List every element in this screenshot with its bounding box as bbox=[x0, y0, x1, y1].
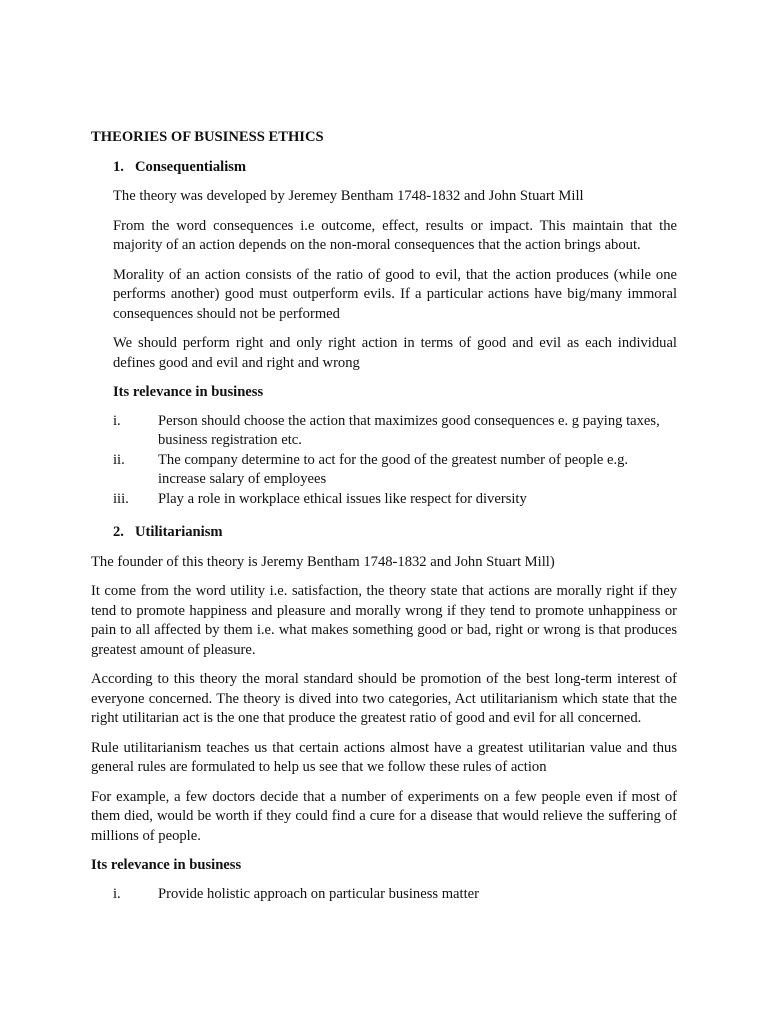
document-title: THEORIES OF BUSINESS ETHICS bbox=[91, 129, 324, 145]
section-2-relevance-heading: Its relevance in business bbox=[91, 857, 242, 873]
list-item-text: The company determine to act for the good of the greatest number of people e.g. increase salary of employees bbox=[158, 451, 629, 487]
section-2-relevance-list bbox=[113, 885, 677, 905]
section-1-paragraph: The theory was developed by Jeremey Bentham 1748-1832 and John Stuart Mill bbox=[113, 188, 584, 204]
list-marker: i. bbox=[113, 412, 121, 429]
list-item-text: Person should choose the action that maximizes good consequences e. g paying taxes, business registration etc. bbox=[158, 412, 660, 448]
list-item bbox=[113, 885, 677, 905]
section-2-heading bbox=[113, 523, 677, 543]
list-item-text: Provide holistic approach on particular business matter bbox=[158, 885, 479, 902]
list-marker: i. bbox=[113, 885, 121, 902]
section-1-number: 1. bbox=[113, 158, 124, 175]
section-1-relevance-list bbox=[113, 412, 677, 510]
section-2-number: 2. bbox=[113, 524, 124, 540]
list-marker: iii. bbox=[113, 490, 129, 507]
document-page bbox=[91, 128, 677, 914]
section-2-paragraph: The founder of this theory is Jeremy Bentham 1748-1832 and John Stuart Mill) bbox=[91, 553, 555, 570]
section-2-title: Utilitarianism bbox=[135, 524, 223, 540]
list-item bbox=[113, 490, 677, 510]
list-item bbox=[113, 412, 677, 451]
section-2-paragraph: According to this theory the moral standard should be promotion of the best long-term interest of everyone concerned. The theory is dived into two categories, Act utilitarianism which state that the right utilitarian act is the one that produce the greatest ratio of good and evil for all concerned. bbox=[91, 671, 677, 726]
section-1-paragraph: From the word consequences i.e outcome, effect, results or impact. This maintain that the majority of an action depends on the non-moral consequences that the action brings about. bbox=[113, 217, 677, 253]
section-2-paragraph: Rule utilitarianism teaches us that certain actions almost have a greatest utilitarian value and thus general rules are formulated to help us see that we follow these rules of action bbox=[91, 739, 677, 775]
section-2-paragraph: It come from the word utility i.e. satisfaction, the theory state that actions are morally right if they tend to promote happiness and pleasure and morally wrong if they tend to promote unhappiness or pain to all affected by them i.e. what makes something good or bad, right or wrong is that produces greatest amount of pleasure. bbox=[91, 583, 677, 658]
section-1-paragraph: We should perform right and only right action in terms of good and evil as each individual defines good and evil and right and wrong bbox=[113, 335, 677, 371]
list-item bbox=[113, 451, 677, 490]
list-item-text: Play a role in workplace ethical issues like respect for diversity bbox=[158, 490, 527, 507]
section-1-relevance-heading: Its relevance in business bbox=[113, 384, 264, 400]
section-1-title: Consequentialism bbox=[135, 158, 247, 175]
list-marker: ii. bbox=[113, 451, 125, 468]
section-1-heading bbox=[113, 158, 677, 178]
section-2-paragraph: For example, a few doctors decide that a number of experiments on a few people even if most of them died, would be worth if they could find a cure for a disease that would relieve the suffering of millions of people. bbox=[91, 788, 677, 844]
section-1-paragraph: Morality of an action consists of the ratio of good to evil, that the action produces (while one performs another) good must outperform evils. If a particular actions have big/many immoral consequences should not be performed bbox=[113, 266, 677, 322]
